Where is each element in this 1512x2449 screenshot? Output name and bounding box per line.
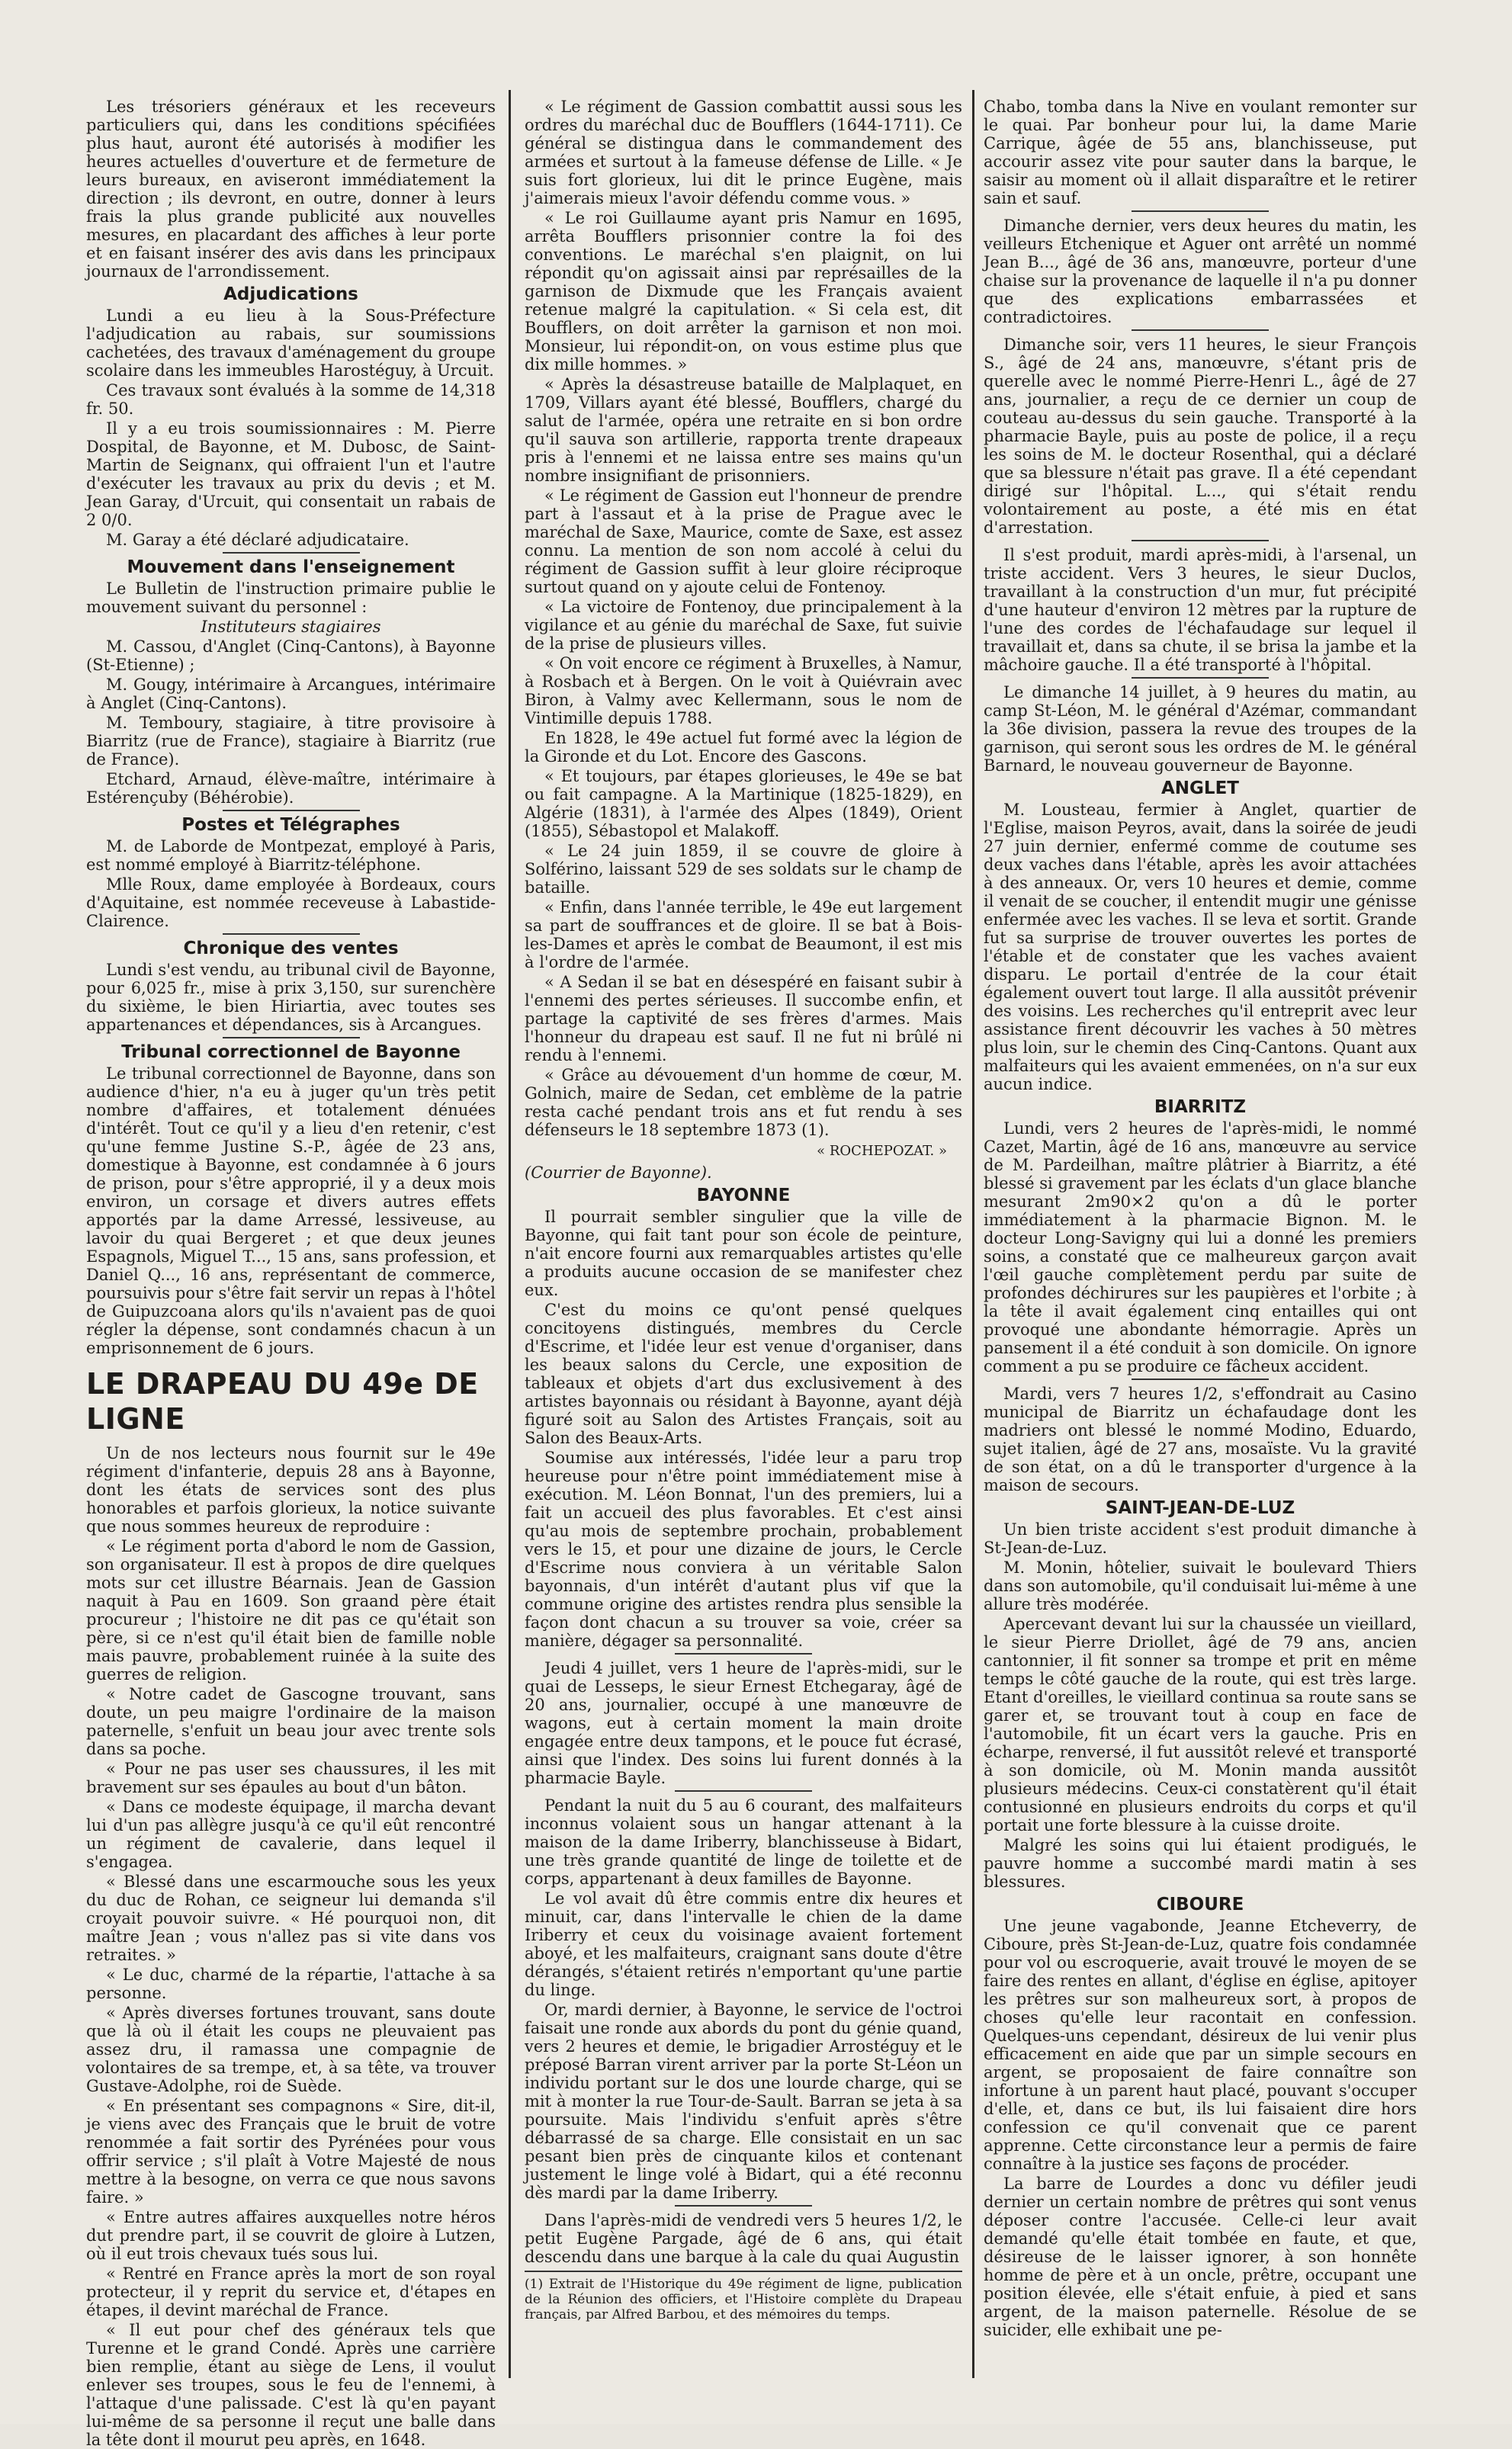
paragraph: « Entre autres affaires auxquelles notre héros dut prendre part, il se couvrit de gloire à Lutzen, où il eut trois chevaux tués sous lui. [86, 2208, 496, 2263]
paragraph: « A Sedan il se bat en désespéré en faisant subir à l'ennemi des pertes sérieuses. Il succombe enfin, et partage la captivité de ses frères d'armes. Mais l'honneur du drapeau est sauf. Il ne fut ni brûlé ni rendu à l'ennemi. [525, 973, 962, 1064]
paragraph: Dimanche dernier, vers deux heures du matin, les veilleurs Etchenique et Aguer ont arrêté un nommé Jean B..., âgé de 36 ans, manœuvre, porteur d'une chaise sur la provenance de laquelle il n'a pu donner que des explications embarrassées et contradictoires. [984, 217, 1417, 326]
paragraph: Lundi, vers 2 heures de l'après-midi, le nommé Cazet, Martin, âgé de 16 ans, manœuvre au service de M. Pardeilhan, maître plâtrier à Biarritz, a été blessé si gravement par les éclats d'un glace blanche mesurant 2m90×2 qu'on a dû le porter immédiatement à la pharmacie Bignon. M. le docteur Long-Savigny qui lui a donné les premiers soins, a constaté que ce malheureux garçon avait l'œil gauche complètement perdu par suite de profondes déchirures sur les paupières et l'orbite ; à la tête il avait également cinq entailles qui ont provoqué une abondante hémorragie. Après un pansement il a été conduit à son domicile. On ignore comment a pu se produire ce fâcheux accident. [984, 1119, 1417, 1375]
paragraph: « Pour ne pas user ses chaussures, il les mit bravement sur ses épaules au bout d'un bâton. [86, 1760, 496, 1796]
paragraph: « Enfin, dans l'année terrible, le 49e eut largement sa part de souffrances et de gloire. Il se bat à Bois-les-Dames et après le combat de Beaumont, il est mis à l'ordre de l'armée. [525, 898, 962, 971]
paragraph: Pendant la nuit du 5 au 6 courant, des malfaiteurs inconnus volaient sous un hangar attenant à la maison de la dame Iriberry, blanchisseuse à Bidart, une très grande quantité de linge de toilette et de corps, appartenant à deux familles de Bayonne. [525, 1796, 962, 1888]
section-heading: Postes et Télégraphes [181, 815, 400, 835]
paragraph: Chabo, tomba dans la Nive en voulant remonter sur le quai. Par bonheur pour lui, la dame Marie Carrique, âgée de 55 ans, blanchisseuse, put accourir assez vite pour sauter dans la barque, le saisir au moment où il allait disparaître et le retirer sain et sauf. [984, 98, 1417, 207]
paragraph: Une jeune vagabonde, Jeanne Etcheverry, de Ciboure, près St-Jean-de-Luz, quatre fois condamnée pour vol ou escroquerie, avait trouvé le moyen de se faire des rentes en allant, d'église en église, apitoyer les prêtres sur son malheureux sort, à propos de choses qu'elle leur racontait en confession. Quelques-uns cependant, désireux de lui venir plus efficacement en aide que par un simple secours en argent, se proposaient de faire connaître son infortune à un parent haut placé, pouvant s'occuper d'elle, et, dans ce but, ils lui faisaient dire hors confession ce qu'il convenait que ce parent apprenne. Cette circonstance leur a permis de faire connaître à la justice ses façons de procéder. [984, 1917, 1417, 2173]
section-heading: ANGLET [1161, 778, 1239, 798]
paragraph: Le vol avait dû être commis entre dix heures et minuit, car, dans l'intervalle le chien de la dame Iriberry et ceux du voisinage avaient fortement aboyé, et les malfaiteurs, craignant sans doute d'être dérangés, s'étaient retirés n'emportant qu'une partie du linge. [525, 1889, 962, 1999]
paragraph: Le dimanche 14 juillet, à 9 heures du matin, au camp St-Léon, M. le général d'Azémar, commandant la 36e division, passera la revue des troupes de la garnison, qui seront sous les ordres de M. le général Barnard, le nouveau gouverneur de Bayonne. [984, 683, 1417, 775]
paragraph: « On voit encore ce régiment à Bruxelles, à Namur, à Rosbach et à Bergen. On le voit à Quiévrain avec Biron, à Valmy avec Kellermann, sous le nom de Vintimille depuis 1788. [525, 654, 962, 727]
paragraph: M. Monin, hôtelier, suivait le boulevard Thiers dans son automobile, qu'il conduisait lui-même à une allure très modérée. [984, 1558, 1417, 1613]
column-rule [509, 90, 511, 2378]
column-1 [86, 98, 496, 2449]
paragraph: La barre de Lourdes a donc vu défiler jeudi dernier un certain nombre de prêtres qui sont venus déposer contre l'accusée. Celle-ci leur avait demandé qu'elle était tombée en faute, et que, désireuse de le laisser ignorer, à son honnête homme de père et à un oncle, prêtre, occupant une position élevée, elle s'était enfuie, à pied et sans argent, de la maison paternelle. Résolue de se suicider, elle exhibait une pe- [984, 2175, 1417, 2339]
paragraph: « La victoire de Fontenoy, due principalement à la vigilance et au génie du maréchal de Saxe, fut suivie de la prise de plusieurs villes. [525, 598, 962, 653]
signature: « ROCHEPOZAT. » [817, 1143, 947, 1159]
paragraph: Mardi, vers 7 heures 1/2, s'effondrait au Casino municipal de Biarritz un échafaudage dont les madriers ont blessé le nommé Modino, Eduardo, sujet italien, âgé de 27 ans, mosaïste. Vu la gravité de son état, on a dû le transporter d'urgence à la maison de secours. [984, 1385, 1417, 1494]
paragraph: Il y a eu trois soumissionnaires : M. Pierre Dospital, de Bayonne, et M. Dubosc, de Saint-Martin de Seignanx, qui offraient l'un et l'autre d'exécuter les travaux au prix du devis ; et M. Jean Garay, d'Urcuit, qui consentait un rabais de 2 0/0. [86, 419, 496, 529]
paragraph: « Blessé dans une escarmouche sous les yeux du duc de Rohan, ce seigneur lui demanda s'il croyait pouvoir suivre. « Hé pourquoi non, dit maître Jean ; vous n'allez pas si vite dans vos retraites. » [86, 1873, 496, 1964]
divider [675, 1790, 812, 1792]
paragraph: Etchard, Arnaud, élève-maître, intérimaire à Estérençuby (Béhérobie). [86, 770, 496, 807]
subheading: Instituteurs stagiaires [201, 618, 381, 636]
paragraph: Un de nos lecteurs nous fournit sur le 49e régiment d'infanterie, depuis 28 ans à Bayonne, dont les états de services sont des plus honorables et parfois glorieux, la notice suivante que nous sommes heureux de reproduire : [86, 1444, 496, 1536]
divider [1132, 210, 1269, 212]
article-headline: LE DRAPEAU DU 49e DE LIGNE [86, 1367, 479, 1436]
paragraph: « Le régiment de Gassion eut l'honneur de prendre part à l'assaut et à la prise de Prague avec le maréchal de Saxe, Maurice, comte de Saxe, est assez connu. La mention de son nom accolé à celui du régiment de Gassion suffit à leur gloire réciproque surtout quand on y ajoute celui de Fontenoy. [525, 486, 962, 596]
paragraph: M. Lousteau, fermier à Anglet, quartier de l'Eglise, maison Peyros, avait, dans la soirée de jeudi 27 juin dernier, enfermé comme de coutume ses deux vaches dans l'étable, après les avoir attachées à des anneaux. Or, vers 10 heures et demie, comme il venait de se coucher, il entendit mugir une génisse enfermée avec les vaches. Il se leva et sortit. Grande fut sa surprise de trouver ouvertes les portes de l'étable et de constater que les vaches avaient disparu. Le portail d'entrée de la cour était également ouvert tout large. Il alla aussitôt prévenir des voisins. Les recherches qu'il entreprit avec leur assistance firent découvrir les vaches à 50 mètres plus loin, sur le chemin des Cinq-Cantons. Quant aux malfaiteurs qui les avaient emmenées, on n'a sur eux aucun indice. [984, 801, 1417, 1093]
paragraph: « Le roi Guillaume ayant pris Namur en 1695, arrêta Boufflers prisonnier contre la foi des conventions. Le maréchal s'en plaignit, on lui répondit qu'on agissait ainsi par représailles de la garnison de Dixmude que les Français avaient retenue malgré la capitulation. « Si cela est, dit Boufflers, on doit arrêter la garnison et non moi. Monsieur, lui répondit-on, on vous estime plus que dix mille hommes. » [525, 209, 962, 374]
paragraph: Le tribunal correctionnel de Bayonne, dans son audience d'hier, n'a eu à juger qu'un très petit nombre d'affaires, et totalement dénuées d'intérêt. Tout ce qu'il y a lieu d'en retenir, c'est qu'une femme Justine S.-P., âgée de 23 ans, domestique à Bayonne, est condamnée à 6 jours de prison, pour s'être approprié, il y a deux mois environ, un corsage et divers autres effets apportés par la dame Arressé, lessiveuse, au lavoir du quai Bergeret ; et que deux jeunes Espagnols, Miguel T..., 15 ans, sans profession, et Daniel Q..., 16 ans, représentant de commerce, poursuivis pour s'être fait servir un repas à l'hôtel de Guipuzcoana alors qu'ils n'avaient pas de quoi régler la dépense, sont condamnés chacun à un emprisonnement de 6 jours. [86, 1064, 496, 1357]
paragraph: Dans l'après-midi de vendredi vers 5 heures 1/2, le petit Eugène Pargade, âgé de 6 ans, qui était descendu dans une barque à la cale du quai Augustin [525, 2211, 962, 2266]
section-heading: Tribunal correctionnel de Bayonne [121, 1042, 461, 1062]
paragraph: Un bien triste accident s'est produit dimanche à St-Jean-de-Luz. [984, 1520, 1417, 1557]
paragraph: M. Gougy, intérimaire à Arcangues, intérimaire à Anglet (Cinq-Cantons). [86, 676, 496, 712]
paragraph: C'est du moins ce qu'ont pensé quelques concitoyens distingués, membres du Cercle d'Escrime, et l'idée leur est venue d'organiser, dans les beaux salons du Cercle, une exposition de tableaux et objets d'art dus exclusivement à des artistes bayonnais ou résidant à Bayonne, ayant déjà figuré soit au Salon des Artistes Français, soit au Salon des Beaux-Arts. [525, 1301, 962, 1447]
column-3 [984, 98, 1417, 2393]
divider [675, 1653, 812, 1655]
divider [1132, 677, 1269, 679]
paragraph: Il s'est produit, mardi après-midi, à l'arsenal, un triste accident. Vers 3 heures, le sieur Duclos, travaillant à la construction d'un mur, fut précipité d'une hauteur d'environ 12 mètres par la rupture de l'une des cordes de l'échafaudage sur lequel il travaillait et, dans sa chute, il se brisa la jambe et la mâchoire gauche. Il a été transporté à l'hôpital. [984, 546, 1417, 674]
paragraph: « Le 24 juin 1859, il se couvre de gloire à Solférino, laissant 529 de ses soldats sur le champ de bataille. [525, 842, 962, 897]
paragraph: « Dans ce modeste équipage, il marcha devant lui d'un pas allègre jusqu'à ce qu'il eût rencontré un régiment de cavalerie, dans lequel il s'engagea. [86, 1798, 496, 1871]
paragraph: Malgré les soins qui lui étaient prodigués, le pauvre homme a succombé mardi matin à ses blessures. [984, 1836, 1417, 1891]
paragraph: « Le duc, charmé de la répartie, l'attache à sa personne. [86, 1966, 496, 2002]
paragraph: Lundi a eu lieu à la Sous-Préfecture l'adjudication au rabais, sur soumissions cachetées, des travaux d'aménagement du groupe scolaire dans les immeubles Harostéguy, à Urcuit. [86, 307, 496, 380]
paragraph: Dimanche soir, vers 11 heures, le sieur François S., âgé de 24 ans, manœuvre, s'étant pris de querelle avec le nommé Pierre-Henri L., âgé de 27 ans, journalier, a reçu de ce dernier un coup de couteau au-dessus du sein gauche. Transporté à la pharmacie Bayle, puis au poste de police, il a reçu les soins de M. le docteur Rosenthal, qui a déclaré que sa blessure n'était pas grave. Il a été cependant dirigé sur l'hôpital. L..., qui s'était rendu volontairement au poste, a été mis en état d'arrestation. [984, 335, 1417, 537]
divider [223, 933, 360, 935]
divider [1132, 329, 1269, 331]
divider [223, 1037, 360, 1038]
source-credit: (Courrier de Bayonne). [525, 1164, 712, 1182]
paragraph: « Le régiment porta d'abord le nom de Gassion, son organisateur. Il est à propos de dire quelques mots sur cet illustre Béarnais. Jean de Gassion naquit à Pau en 1609. Son graand père était procureur ; l'histoire ne dit pas ce qu'était son père, si ce n'est qu'il était bien de famille noble mais pauvre, probablement ruinée à la suite des guerres de religion. [86, 1537, 496, 1683]
section-heading: BIARRITZ [1154, 1097, 1247, 1117]
section-heading: Mouvement dans l'enseignement [127, 557, 455, 577]
paragraph: Ces travaux sont évalués à la somme de 14,318 fr. 50. [86, 381, 496, 418]
section-heading: Chronique des ventes [183, 939, 399, 958]
footnote: (1) Extrait de l'Historique du 49e régiment de ligne, publication de la Réunion des officiers, et l'Histoire complète du Drapeau français, par Alfred Barbou, et des mémoires du temps. [525, 2271, 962, 2322]
section-heading: CIBOURE [1156, 1895, 1244, 1915]
paragraph: Jeudi 4 juillet, vers 1 heure de l'après-midi, sur le quai de Lesseps, le sieur Ernest Etchegaray, âgé de 20 ans, journalier, occupé à une manœuvre de wagons, eut à certain moment la main droite engagée entre deux tampons, et le pouce fut écrasé, ainsi que l'index. Des soins lui furent donnés à la pharmacie Bayle. [525, 1659, 962, 1787]
paragraph: « Grâce au dévouement d'un homme de cœur, M. Golnich, maire de Sedan, cet emblème de la patrie resta caché pendant trois ans et fut rendu à ses défenseurs le 18 septembre 1873 (1). [525, 1066, 962, 1139]
paragraph: Mlle Roux, dame employée à Bordeaux, cours d'Aquitaine, est nommée receveuse à Labastide-Clairence. [86, 875, 496, 930]
paragraph: Lundi s'est vendu, au tribunal civil de Bayonne, pour 6,025 fr., mise à prix 3,150, sur surenchère du sixième, le bien Hiriartia, avec toutes ses appartenances et dépendances, sis à Arcangues. [86, 961, 496, 1034]
paragraph: Soumise aux intéressés, l'idée leur a paru trop heureuse pour n'être point immédiatement mise à exécution. M. Léon Bonnat, l'un des premiers, lui a fait un accueil des plus favorables. Et c'est ainsi qu'au mois de septembre prochain, probablement vers le 15, et pour une dizaine de jours, le Cercle d'Escrime nous conviera à un véritable Salon bayonnais, d'un intérêt d'autant plus vif que la commune origine des artistes rendra plus sensible la façon dont chacun a su trouver sa voie, créer sa manière, dégager sa personnalité. [525, 1449, 962, 1650]
paragraph: « Le régiment de Gassion combattit aussi sous les ordres du maréchal duc de Boufflers (1644-1711). Ce général se distingua dans le commandement des armées et surtout à la fameuse défense de Lille. « Je suis fort glorieux, lui dit le prince Eugène, mais j'aimerais mieux l'avoir défendu comme vous. » [525, 98, 962, 207]
paragraph: « Rentré en France après la mort de son royal protecteur, il y reprit du service et, d'étapes en étapes, il devint maréchal de France. [86, 2264, 496, 2319]
divider [675, 2205, 812, 2207]
paragraph: M. de Laborde de Montpezat, employé à Paris, est nommé employé à Biarritz-téléphone. [86, 837, 496, 874]
paragraph: « Il eut pour chef des généraux tels que Turenne et le grand Condé. Après une carrière bien remplie, étant au siège de Lens, il voulut enlever ses troupes, sous le feu de l'ennemi, à l'attaque d'une palissade. C'est là qu'en payant lui-même de sa personne il reçut une balle dans la tête dont il mourut peu après, en 1648. [86, 2321, 496, 2449]
paragraph: Or, mardi dernier, à Bayonne, le service de l'octroi faisait une ronde aux abords du pont du génie quand, vers 2 heures et demie, le brigadier Arrostéguy et le préposé Barran virent arriver par la porte St-Léon un individu portant sur le dos une lourde charge, qui se mit à monter la rue Tour-de-Sault. Barran se jeta à sa poursuite. Mais l'individu s'enfuit après s'être débarrassé de sa charge. Elle consistait en un sac pesant bien près de cinquante kilos et contenant justement le linge volé à Bidart, qui a été reconnu dès mardi par la dame Iriberry. [525, 2001, 962, 2202]
paragraph: M. Garay a été déclaré adjudicataire. [106, 531, 409, 549]
paragraph: « Notre cadet de Gascogne trouvant, sans doute, un peu maigre l'ordinaire de la maison paternelle, s'enfuit un beau jour avec trente sols dans sa poche. [86, 1685, 496, 1758]
column-2 [525, 98, 962, 2393]
paragraph: Les trésoriers généraux et les receveurs particuliers qui, dans les conditions spécifiées plus haut, auront été autorisés à modifier les heures actuelles d'ouverture et de fermeture de leurs bureaux, en aviseront immédiatement la direction ; ils devront, en outre, donner à leurs frais la plus grande publicité aux nouvelles mesures, en placardant des affiches à leur porte et en faisant insérer des avis dans les principaux journaux de l'arrondissement. [86, 98, 496, 281]
paragraph: « Après la désastreuse bataille de Malplaquet, en 1709, Villars ayant été blessé, Boufflers, chargé du salut de l'armée, opéra une retraite en si bon ordre qu'il sauva son artillerie, rapporta trente drapeaux pris à l'ennemi et ne laissa entre ses mains qu'un nombre insignifiant de prisonniers. [525, 375, 962, 485]
paragraph: En 1828, le 49e actuel fut formé avec la légion de la Gironde et du Lot. Encore des Gascons. [525, 729, 962, 766]
paragraph: M. Temboury, stagiaire, à titre provisoire à Biarritz (rue de France), stagiaire à Biarritz (rue de France). [86, 714, 496, 769]
paragraph: « Après diverses fortunes trouvant, sans doute que là où il était les coups ne pleuvaient pas assez dru, il ramassa une compagnie de volontaires de sa trempe, et, à sa tête, va trouver Gustave-Adolphe, roi de Suède. [86, 2004, 496, 2095]
paragraph: Apercevant devant lui sur la chaussée un vieillard, le sieur Pierre Driollet, âgé de 79 ans, ancien cantonnier, il fit sonner sa trompe et prit en même temps le côté gauche de la route, qui est très large. Etant d'oreilles, le vieillard continua sa route sans se garer et, se trouvant tout à coup en face de l'automobile, fit un écart vers la gauche. Pris en écharpe, renversé, il fut aussitôt relevé et transporté à son domicile, où M. Monin manda aussitôt plusieurs médecins. Ceux-ci constatèrent qu'il était contusionné en plusieurs endroits du corps et qu'il portait une forte blessure à la cuisse droite. [984, 1615, 1417, 1834]
paragraph: Il pourrait sembler singulier que la ville de Bayonne, qui fait tant pour son école de peinture, n'ait encore fourni aux remarquables artistes qu'elle a produits aucune occasion de se manifester chez eux. [525, 1208, 962, 1299]
divider [1132, 540, 1269, 541]
divider [1132, 1379, 1269, 1380]
section-heading: Adjudications [223, 284, 358, 304]
paragraph: « En présentant ses compagnons « Sire, dit-il, je viens avec des Français que le bruit de votre renommée a fait sortir des Pyrénées pour vous offrir service ; s'il plaît à Votre Majesté de nous mettre à la besogne, on verra ce que nous savons faire. » [86, 2097, 496, 2207]
section-heading: SAINT-JEAN-DE-LUZ [1105, 1498, 1295, 1518]
divider [223, 810, 360, 811]
divider [223, 552, 360, 554]
paragraph: « Et toujours, par étapes glorieuses, le 49e se bat ou fait campagne. A la Martinique (1825-1829), en Algérie (1831), à l'armée des Alpes (1849), Orient (1855), Sébastopol et Malakoff. [525, 767, 962, 840]
paragraph: Le Bulletin de l'instruction primaire publie le mouvement suivant du personnel : [86, 579, 496, 616]
column-rule [972, 90, 974, 2378]
section-heading: BAYONNE [696, 1186, 791, 1205]
paragraph: M. Cassou, d'Anglet (Cinq-Cantons), à Bayonne (St-Etienne) ; [86, 637, 496, 674]
